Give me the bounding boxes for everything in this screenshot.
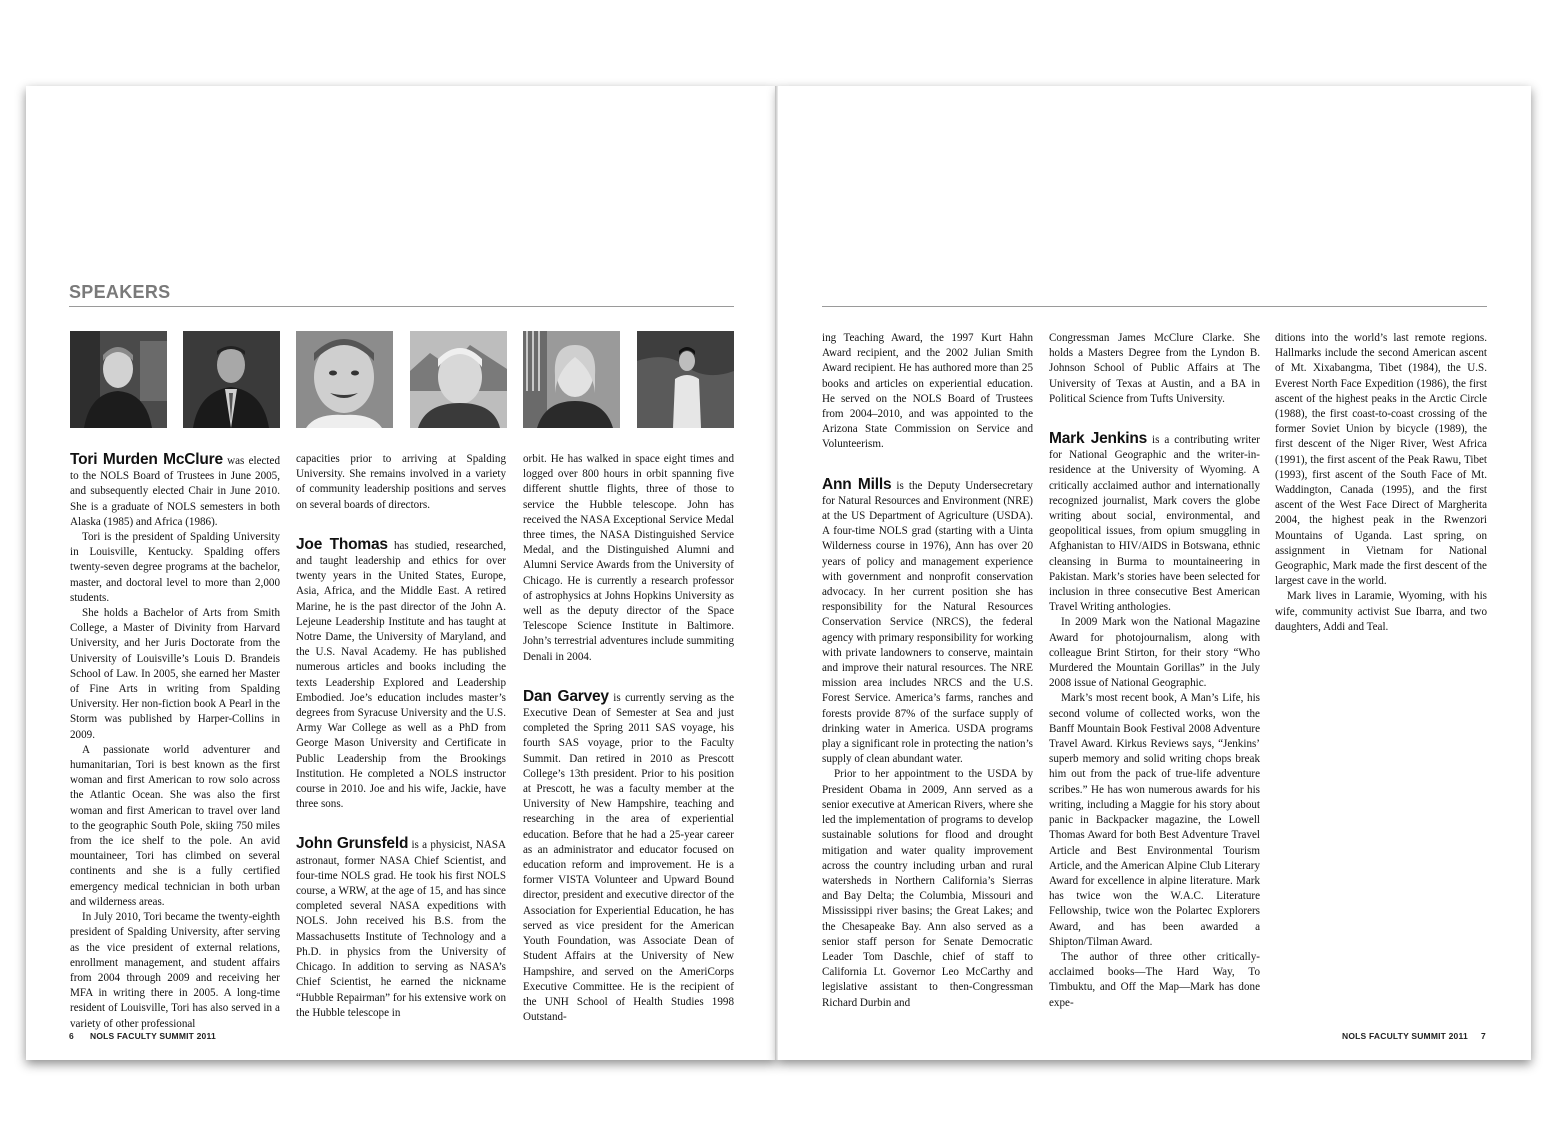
left-header-rule xyxy=(69,306,734,307)
bio-paragraph xyxy=(70,530,280,606)
speaker-photo-5 xyxy=(523,331,620,428)
bio-paragraph xyxy=(822,331,1033,453)
bio-paragraph xyxy=(1049,950,1260,1011)
speaker-photo-3 xyxy=(296,331,393,428)
portrait-icon xyxy=(183,331,280,428)
portrait-icon xyxy=(637,331,734,428)
text-column-5 xyxy=(1049,331,1260,1011)
left-page-number: 6 xyxy=(69,1031,74,1041)
bio-text: orbit. He has walked in space eight times and logged over 800 hours in orbit spanning five different shuttle flights, three of those to service the Hubble telescope. John has received the NASA Exceptional Service Medal three times, the NASA Distinguished Service Medal, and the Distinguished Alumni and Alumni Service Awards from the University of Chicago. He is currently a research professor of astrophysics at Johns Hopkins University as well as the deputy director of the Space Telescope Science Institute in Baltimore. John’s terrestrial adventures include summiting Denali in 2004. xyxy=(523,453,734,663)
bio-text: She holds a Bachelor of Arts from Smith College, a Master of Divinity from Harvard University, and her Juris Doctorate from the University of Louisville’s Louis D. Brandeis School of Law. In 2005, she earned her Master of Fine Arts in writing from Spalding University. Her non-fiction book A Pearl in the Storm was published by Harper-Collins in 2009. xyxy=(70,607,280,741)
bio-paragraph xyxy=(1049,331,1260,407)
speaker-bio xyxy=(296,836,506,1020)
bio-paragraph xyxy=(523,452,734,665)
portrait-icon xyxy=(410,331,507,428)
bio-text: ditions into the world’s last remote regions. Hallmarks include the second American ascent of Mt. Xixabangma, Tibet (1984), the U.S. Everest North Face Expedition (1986), the first ascent of the highest peaks in the Arctic Circle (1988), the first coast-to-coast crossing of the former Soviet Union by bicycle (1989), the first descent of the Niger River, West Africa (1991), the first ascent of the Peak Rawu, Tibet (1993), first ascent of the South Face of Mt. Waddington, Canada (1995), and the first ascent of the West Face Direct of Margherita 2004, the highest peak in the Rwenzori Mountains of Uganda. Last spring, on assignment in Vietnam for National Geographic, Mark made the first descent of the largest cave in the world. xyxy=(1275,332,1487,588)
speaker-photo-4 xyxy=(410,331,507,428)
portrait-icon xyxy=(70,331,167,428)
bio-text: has studied, researched, and taught leadership and ethics for over twenty years in the United States, Europe, Asia, Africa, and the Middle East. A retired Marine, he is the past director of the John A. Lejeune Leadership Institute and has taught at Notre Dame, the University of Maryland, and the U.S. Naval Academy. He has published numerous articles and books including the texts Leadership Explored and Leadership Embodied. Joe’s education includes master’s degrees from Syracuse University and the U.S. Army War College as well as a PhD from George Mason University and Certificate in Public Leadership from the Brookings Institution. He completed a NOLS instructor course in 2010. Joe and his wife, Jackie, have three sons. xyxy=(296,539,506,811)
speaker-name: Mark Jenkins xyxy=(1049,430,1148,448)
speaker-bio xyxy=(296,537,506,813)
bio-text: is currently serving as the Executive Dean of Semester at Sea and just completed the Spring 2011 SAS voyage, his fourth SAS voyage, prior to the Faculty Summit. Dan retired in 2010 as Prescott College’s 13th president. Prior to his position at Prescott, he was a faculty member at the University of New Hampshire, teaching and researching in the area of experiential education. Before that he had a 25-year career as an administrator and educator focused on education reform and improvement. He is a former VISTA Volunteer and Upward Bound director, president and executive director of the Association for Experiential Education, he has served as vice president for the American Youth Foundation, was Associate Dean of Student Affairs at the University of New Hampshire, and served on the AmeriCorps Executive Committee. He is the recipient of the UNH School of Health Studies 1998 Outstand- xyxy=(523,691,734,1024)
text-column-1 xyxy=(70,452,280,1032)
bio-text: was elected to the NOLS Board of Trustees in June 2005, and subsequently elected Chair in June 2010. She is a graduate of NOLS semesters in both Alaska (1985) and Africa (1986). xyxy=(70,455,280,528)
bio-text: A passionate world adventurer and humanitarian, Tori is best known as the first woman and first American to row solo across the Atlantic Ocean. She was also the first woman and first American to travel over land to the geographic South Pole, skiing 750 miles from the ice shelf to the pole. An avid mountaineer, Tori has climbed on several continents and she is a fully certified emergency medical technician in both urban and wilderness areas. xyxy=(70,743,280,908)
bio-text: The author of three other critically-acclaimed books—The Hard Way, To Timbuktu, and Off the Map—Mark has done expe- xyxy=(1049,950,1260,1009)
speaker-photo-2 xyxy=(183,331,280,428)
bio-text: is the Deputy Undersecretary for Natural Resources and Environment (NRE) at the US Department of Agriculture (USDA). A four-time NOLS grad (starting with a Uinta Wilderness course in 1976), Ann has over 20 years of policy and management experience with government and nonprofit conservation advocacy. In her current position she has responsibility for the Natural Resources Conservation Service (NRCS), the federal agency with primary responsibility for working with private landowners to conserve, maintain and improve their natural resources. The NRE mission area includes NRCS and the U.S. Forest Service. America’s farms, ranches and forests provide 87% of the surface supply of drinking water in America. USDA programs play a significant role in protecting the nation’s supply of clean abundant water. xyxy=(822,479,1033,766)
bio-text: capacities prior to arriving at Spalding University. She remains involved in a variety of community leadership positions and serves on several boards of directors. xyxy=(296,453,506,511)
right-page-number: 7 xyxy=(1481,1031,1486,1041)
bio-text: In July 2010, Tori became the twenty-eighth president of Spalding University, after serving as the vice president of external relations, enrollment management, and student affairs from 2004 through 2009 and receiving her MFA in writing there in 2005. A long-time resident of Louisville, Tori has also served in a variety of other professional xyxy=(70,911,280,1030)
bio-text: Prior to her appointment to the USDA by President Obama in 2009, Ann served as a senior executive at American Rivers, where she led the implementation of programs to develop sustainable solutions for flood and drought mitigation and water quality improvement across the country including urban and rural watersheds in Northern California’s Sierras and Bay Delta; the Columbia, Missouri and Mississippi river basins; the Great Lakes; and the Chesapeake Bay. Ann also served as a senior staff person for Senate Democratic Leader Tom Daschle, chief of staff to California Lt. Governor Leo McCarthy and legislative assistant to then-Congressman Richard Durbin and xyxy=(822,768,1034,1009)
right-footer-label: NOLS FACULTY SUMMIT 2011 xyxy=(1342,1031,1468,1041)
speaker-bio xyxy=(523,689,734,1025)
bio-paragraph xyxy=(70,606,280,743)
bio-paragraph xyxy=(1049,615,1260,691)
speaker-name: Dan Garvey xyxy=(523,687,609,705)
text-column-6 xyxy=(1275,331,1487,635)
bio-paragraph xyxy=(70,743,280,910)
text-column-3 xyxy=(523,452,734,1025)
book-spine xyxy=(775,86,778,1060)
speaker-bio xyxy=(822,477,1033,768)
bio-paragraph xyxy=(1275,589,1487,635)
speaker-name: Tori Murden McClure xyxy=(70,451,223,468)
portrait-icon xyxy=(296,331,393,428)
speaker-bio xyxy=(70,452,280,530)
bio-text: Congressman James McClure Clarke. She holds a Masters Degree from the Lyndon B. Johnson School of Public Affairs at The University of Texas at Austin, and a BA in Political Science from Tufts University. xyxy=(1049,332,1260,405)
right-header-rule xyxy=(822,306,1487,307)
speaker-photo-6 xyxy=(637,331,734,428)
bio-paragraph xyxy=(70,910,280,1032)
bio-paragraph xyxy=(296,452,506,513)
text-column-4 xyxy=(822,331,1033,1011)
text-column-2 xyxy=(296,452,506,1021)
bio-text: In 2009 Mark won the National Magazine Award for photojournalism, along with colleague Brint Stirton, for their story “Who Murdered the Mountain Gorillas” in the July 2008 issue of National Geographic. xyxy=(1049,616,1260,690)
speaker-name: Ann Mills xyxy=(822,475,892,493)
portrait-icon xyxy=(523,331,620,428)
bio-text: Mark lives in Laramie, Wyoming, with his wife, community activist Sue Ibarra, and two daughters, Addi and Teal. xyxy=(1275,590,1487,633)
bio-text: ing Teaching Award, the 1997 Kurt Hahn Award recipient, and the 2002 Julian Smith Award recipient. He has authored more than 25 books and articles on experiential education. He served on the NOLS Board of Trustees from 2004–2010, and was appointed to the Arizona State Commission on Service and Volunteerism. xyxy=(822,332,1033,451)
bio-paragraph xyxy=(1275,331,1487,589)
bio-text: is a contributing writer for National Geographic and the writer-in-residence at the University of Wyoming. A critically acclaimed author and internationally recognized journalist, Mark covers the globe writing about social, environmental, and geopolitical issues, from opium smuggling in Afghanistan to HIV/AIDS in Botswana, ethnic cleansing in Burma to mountaineering in Pakistan. Mark’s stories have been selected for inclusion in three consecutive Best American Travel Writing anthologies. xyxy=(1049,434,1260,614)
speaker-photo-1 xyxy=(70,331,167,428)
speaker-bio xyxy=(1049,431,1260,615)
speaker-name: Joe Thomas xyxy=(296,535,388,553)
speaker-name: John Grunsfeld xyxy=(296,835,409,853)
bio-text: is a physicist, NASA astronaut, former NASA Chief Scientist, and four-time NOLS grad. He took his first NOLS course, a WRW, at the age of 15, and has since completed several NASA expeditions with NOLS. John received his B.S. from the Massachusetts Institute of Technology and a Ph.D. in physics from the University of Chicago. In addition to serving as NASA’s Chief Scientist, he earned the nickname “Hubble Repairman” for his extensive work on the Hubble telescope in xyxy=(296,839,506,1019)
left-footer-label: NOLS FACULTY SUMMIT 2011 xyxy=(90,1031,216,1041)
bio-text: Mark’s most recent book, A Man’s Life, his second volume of collected works, won the Banff Mountain Book Festival 2008 Adventure Travel Award. Kirkus Reviews says, “Jenkins’ superb memory and solid writing chops break him out from the pack of true-life adventure scribes.” He has won numerous awards for his writing, including a Maggie for his story about panic in Backpacker magazine, the Lowell Thomas Award for both Best Adventure Travel Article and Best Environmental Tourism Article, and the American Alpine Club Literary Award for excellence in alpine literature. Mark has twice won the W.A.C. Literature Fellowship, twice won the Polartec Explorers Award, and has been awarded a Shipton/Tilman Award. xyxy=(1049,692,1260,948)
section-title: SPEAKERS xyxy=(69,282,171,302)
bio-paragraph xyxy=(822,767,1033,1010)
bio-paragraph xyxy=(1049,691,1260,949)
bio-text: Tori is the president of Spalding University in Louisville, Kentucky. Spalding offers twenty-seven degree programs at the bachelor, master, and doctoral level to more than 2,000 students. xyxy=(70,531,280,604)
